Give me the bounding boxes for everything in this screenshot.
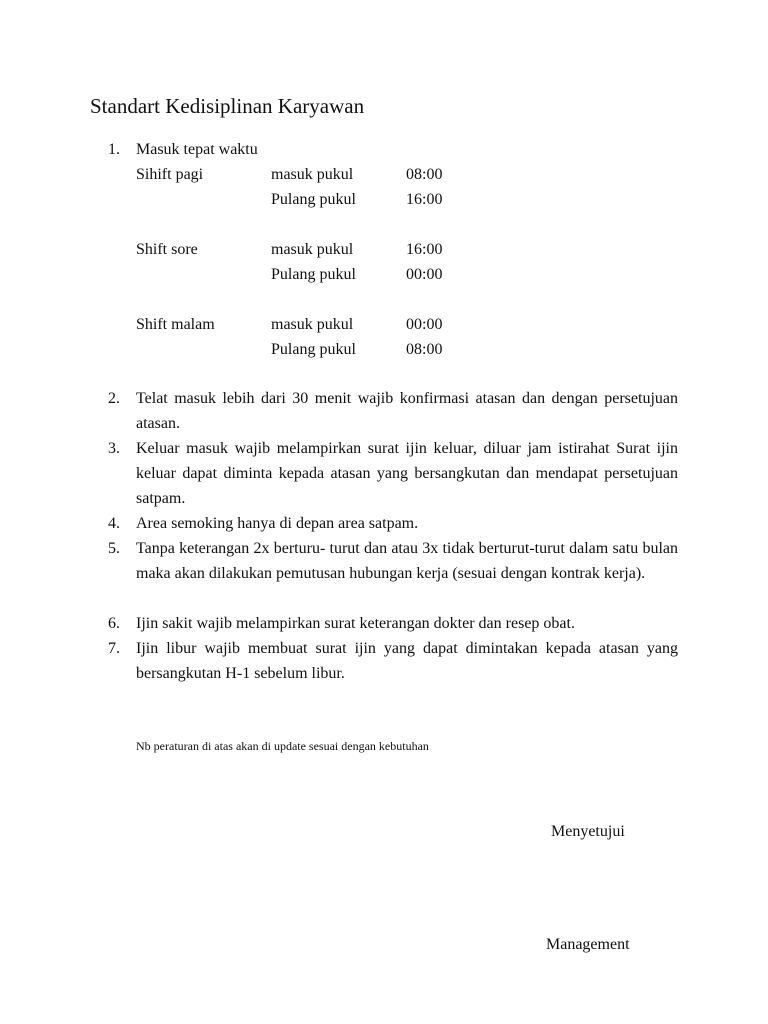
rule-item-5 bbox=[108, 536, 678, 586]
shift-out-time: 08:00 bbox=[406, 341, 443, 358]
rule-text: Ijin libur wajib membuat surat ijin yang dapat dimintakan kepada atasan yang bersangkutan H-1 sebelum libur. bbox=[136, 640, 678, 682]
shift-in-label: masuk pukul bbox=[271, 241, 354, 258]
shift-in-label: masuk pukul bbox=[271, 166, 354, 183]
shift-out-time: 16:00 bbox=[406, 191, 443, 208]
rule-number: 4. bbox=[108, 515, 120, 532]
shift-name: Shift malam bbox=[136, 316, 215, 333]
rule-number: 7. bbox=[108, 640, 120, 657]
shift-name: Shift sore bbox=[136, 241, 198, 258]
shift-out-label: Pulang pukul bbox=[271, 266, 356, 283]
rule-number: 1. bbox=[108, 141, 120, 158]
rule-text: Tanpa keterangan 2x berturu- turut dan atau 3x tidak berturut-turut dalam satu bulan maka akan dilakukan pemutusan hubungan kerja (sesuai dengan kontrak kerja). bbox=[136, 540, 678, 582]
rule-item-6 bbox=[108, 611, 678, 636]
approval-label: Menyetujui bbox=[551, 823, 625, 840]
rule-text: Telat masuk lebih dari 30 menit wajib konfirmasi atasan dan dengan persetujuan atasan. bbox=[136, 390, 678, 432]
rule-item-7 bbox=[108, 636, 678, 686]
rule-item-3 bbox=[108, 436, 678, 511]
shift-in-label: masuk pukul bbox=[271, 316, 354, 333]
rule-number: 5. bbox=[108, 540, 120, 557]
rule-item-2 bbox=[108, 386, 678, 436]
rule-number: 2. bbox=[108, 390, 120, 407]
shift-in-time: 08:00 bbox=[406, 166, 443, 183]
rule-item-4 bbox=[108, 511, 678, 536]
signatory-name: Management bbox=[546, 936, 630, 953]
rule-text: Ijin sakit wajib melampirkan surat keterangan dokter dan resep obat. bbox=[136, 615, 575, 632]
shift-in-time: 00:00 bbox=[406, 316, 443, 333]
shift-out-label: Pulang pukul bbox=[271, 191, 356, 208]
rule-text: Masuk tepat waktu bbox=[136, 141, 258, 158]
document-title: Standart Kedisiplinan Karyawan bbox=[90, 94, 365, 118]
rule-text: Area semoking hanya di depan area satpam. bbox=[136, 515, 419, 532]
shift-name: Sihift pagi bbox=[136, 166, 204, 183]
footnote: Nb peraturan di atas akan di update sesuai dengan kebutuhan bbox=[136, 739, 429, 753]
rule-number: 3. bbox=[108, 440, 120, 457]
rule-item-1 bbox=[108, 137, 678, 162]
shift-out-label: Pulang pukul bbox=[271, 341, 356, 358]
shift-in-time: 16:00 bbox=[406, 241, 443, 258]
rule-text: Keluar masuk wajib melampirkan surat ijin keluar, diluar jam istirahat Surat ijin keluar dapat diminta kepada atasan yang bersangkutan dan mendapat persetujuan satpam. bbox=[136, 440, 678, 507]
rule-number: 6. bbox=[108, 615, 120, 632]
shift-out-time: 00:00 bbox=[406, 266, 443, 283]
